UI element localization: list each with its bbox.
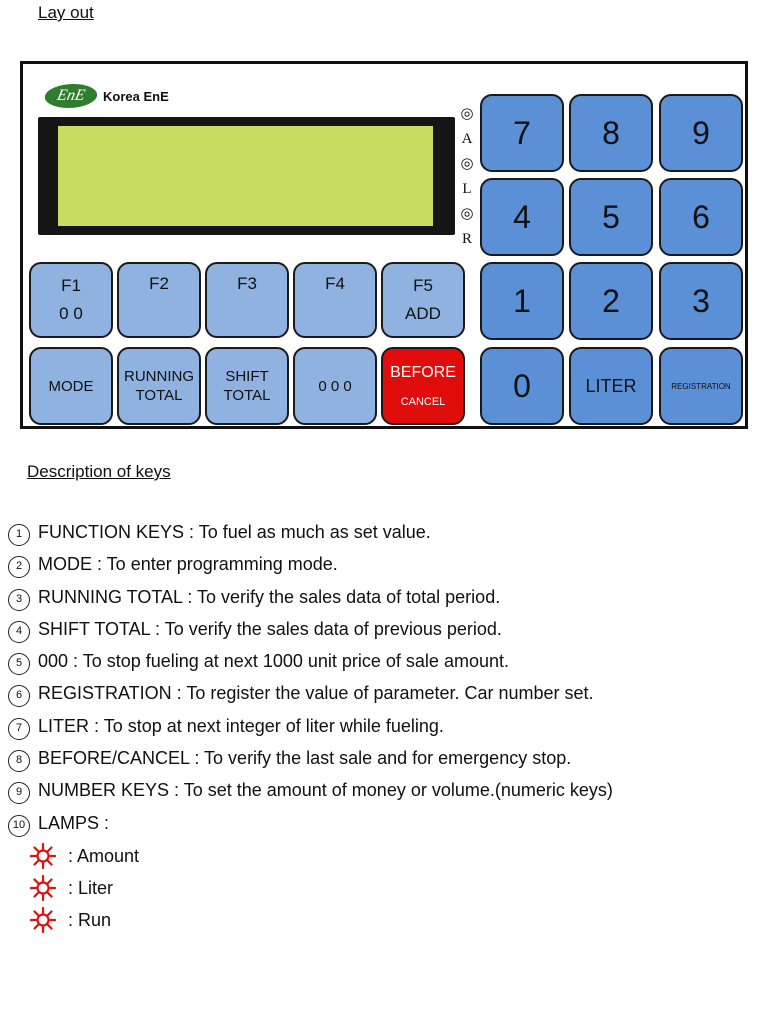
f4-key[interactable] (293, 262, 377, 338)
list-item (8, 645, 613, 677)
list-item (8, 710, 613, 742)
f1-key[interactable] (29, 262, 113, 338)
key-5[interactable] (569, 178, 653, 256)
key-4[interactable] (480, 178, 564, 256)
item-number: 5 (8, 653, 30, 675)
lamp-liter-icon: ◎ (460, 156, 474, 172)
key-3-label: 3 (692, 282, 710, 319)
item-number: 7 (8, 718, 30, 740)
mode-label: MODE (48, 377, 94, 395)
list-item (8, 548, 613, 580)
layout-heading: Lay out (38, 3, 94, 22)
logo-mark: EnE (42, 84, 99, 108)
item-text: 000 : To stop fueling at next 1000 unit price of sale amount. (38, 651, 509, 672)
mode-key[interactable] (29, 347, 113, 425)
description-list (8, 516, 613, 839)
before-label: BEFORE (390, 364, 456, 381)
lamp-legend-amount (30, 840, 139, 872)
item-number: 4 (8, 621, 30, 643)
lamp-legend-label: : Run (68, 910, 112, 930)
registration-label: REGISTRATION (671, 381, 731, 391)
lamp-run-label: R (461, 231, 472, 247)
list-item (8, 581, 613, 613)
key-1[interactable] (480, 262, 564, 340)
list-item (8, 516, 613, 548)
item-number: 6 (8, 685, 30, 707)
key-4-label: 4 (513, 198, 531, 235)
liter-label: LITER (585, 375, 637, 396)
key-6[interactable] (659, 178, 743, 256)
lamp-legend-label: : Liter (68, 878, 114, 898)
lamp-run-icon: ◎ (460, 206, 474, 222)
running-total-key[interactable] (117, 347, 201, 425)
list-item (8, 807, 613, 839)
lcd-frame (38, 117, 455, 235)
item-text: BEFORE/CANCEL : To verify the last sale and for emergency stop. (38, 748, 572, 769)
triple-zero-label: 0 0 0 (318, 377, 352, 395)
list-item (8, 677, 613, 709)
key-5-label: 5 (602, 198, 620, 235)
lamp-liter-label: L (462, 181, 472, 197)
item-number: 1 (8, 524, 30, 546)
item-text: FUNCTION KEYS : To fuel as much as set value. (38, 522, 431, 542)
registration-key[interactable] (659, 347, 743, 425)
item-text: SHIFT TOTAL : To verify the sales data of previous period. (38, 618, 502, 639)
key-9[interactable] (659, 94, 743, 172)
sun-icon (30, 907, 56, 933)
item-text: LAMPS : (38, 812, 110, 833)
lamp-legend (30, 840, 139, 936)
lamp-amount-label: A (461, 131, 473, 147)
f5-label: F5 (413, 276, 433, 295)
liter-key[interactable] (569, 347, 653, 425)
list-item (8, 613, 613, 645)
f3-label: F3 (237, 274, 257, 293)
lamp-legend-liter (30, 872, 139, 904)
item-text: NUMBER KEYS : To set the amount of money or volume.(numeric keys) (38, 780, 613, 801)
item-number: 10 (8, 815, 30, 837)
shift-label-line2: TOTAL (223, 387, 271, 404)
lamp-indicators (457, 102, 477, 252)
description-heading: Description of keys (27, 462, 171, 481)
f2-key[interactable] (117, 262, 201, 338)
key-2-label: 2 (602, 282, 620, 319)
shift-label-line1: SHIFT (225, 368, 269, 385)
key-8[interactable] (569, 94, 653, 172)
item-text: RUNNING TOTAL : To verify the sales data of total period. (38, 586, 501, 607)
key-7[interactable] (480, 94, 564, 172)
running-label-line2: TOTAL (135, 387, 183, 404)
f3-key[interactable] (205, 262, 289, 338)
key-0-label: 0 (513, 367, 531, 404)
running-label-line1: RUNNING (124, 368, 194, 385)
logo-text: Korea EnE (103, 88, 169, 104)
key-7-label: 7 (513, 114, 531, 151)
before-cancel-key[interactable] (381, 347, 465, 425)
f5-key[interactable] (381, 262, 465, 338)
key-9-label: 9 (692, 114, 710, 151)
logo (45, 84, 169, 108)
item-number: 8 (8, 750, 30, 772)
lcd-display (58, 126, 433, 226)
key-8-label: 8 (602, 114, 620, 151)
key-0[interactable] (480, 347, 564, 425)
sun-icon (30, 843, 56, 869)
f1-sub: 0 0 (59, 304, 83, 323)
key-6-label: 6 (692, 198, 710, 235)
key-1-label: 1 (513, 282, 531, 319)
key-3[interactable] (659, 262, 743, 340)
item-text: LITER : To stop at next integer of liter while fueling. (38, 715, 444, 736)
f4-label: F4 (325, 274, 345, 293)
item-number: 9 (8, 782, 30, 804)
key-2[interactable] (569, 262, 653, 340)
item-text: MODE : To enter programming mode. (38, 554, 338, 575)
lamp-legend-label: : Amount (68, 846, 140, 866)
lamp-legend-run (30, 904, 139, 936)
lamp-amount-icon: ◎ (460, 106, 474, 122)
item-number: 3 (8, 589, 30, 611)
triple-zero-key[interactable] (293, 347, 377, 425)
sun-icon (30, 875, 56, 901)
f5-sub: ADD (405, 304, 441, 323)
list-item (8, 742, 613, 774)
device-panel (20, 61, 748, 429)
shift-total-key[interactable] (205, 347, 289, 425)
cancel-label: CANCEL (400, 396, 446, 408)
item-number: 2 (8, 556, 30, 578)
f2-label: F2 (149, 274, 169, 293)
f1-label: F1 (61, 276, 81, 295)
list-item (8, 774, 613, 806)
item-text: REGISTRATION : To register the value of parameter. Car number set. (38, 683, 594, 704)
